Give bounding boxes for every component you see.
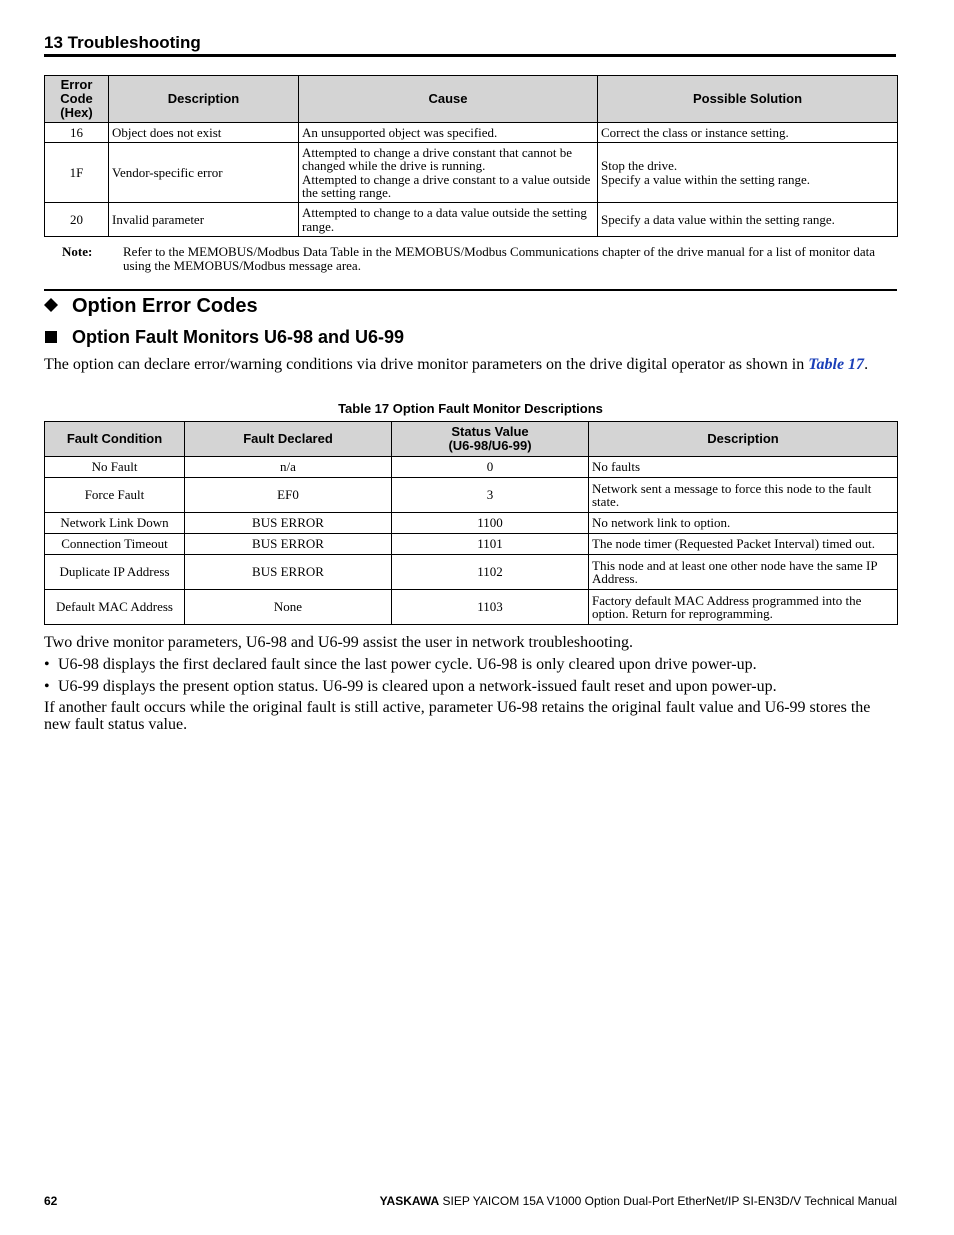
note-text: Refer to the MEMOBUS/Modbus Data Table in the MEMOBUS/Modbus Communications chapter of the drive manual for a list of monitor data using the MEMOBUS/Modbus message area. (123, 244, 876, 273)
col-header-cause: Cause (299, 76, 598, 123)
fault-condition-cell: Duplicate IP Address (45, 555, 185, 590)
description-cell: Vendor-specific error (109, 143, 299, 203)
fault-declared-cell: BUS ERROR (185, 513, 392, 534)
fault-condition-cell: Network Link Down (45, 513, 185, 534)
col-header-description: Description (589, 422, 898, 457)
fault-condition-cell: Connection Timeout (45, 534, 185, 555)
description-cell: Object does not exist (109, 123, 299, 143)
status-value-cell: 1102 (392, 555, 589, 590)
cause-cell: Attempted to change a drive constant that cannot be changed while the drive is running. Attempted to change a drive constant to a value outside the setting range. (299, 143, 598, 203)
section-title: Option Error Codes (72, 295, 258, 317)
page-number: 62 (44, 1194, 58, 1208)
table-17-link[interactable]: Table 17 (808, 356, 865, 373)
table-row (45, 555, 898, 590)
status-value-cell: 1103 (392, 590, 589, 625)
note-label: Note: (62, 244, 93, 259)
table-row (45, 478, 898, 513)
error-code-cell: 1F (45, 143, 109, 203)
error-code-cell: 20 (45, 203, 109, 237)
subsection-title: Option Fault Monitors U6-98 and U6-99 (72, 327, 405, 347)
diamond-bullet-icon (44, 298, 58, 312)
bullet-dot: • (44, 678, 50, 695)
error-code-cell: 16 (45, 123, 109, 143)
table-row (45, 534, 898, 555)
description-cell: No faults (589, 457, 898, 478)
fault-declared-cell: n/a (185, 457, 392, 478)
table-row (45, 203, 898, 237)
cause-cell: An unsupported object was specified. (299, 123, 598, 143)
description-cell: No network link to option. (589, 513, 898, 534)
status-value-cell: 0 (392, 457, 589, 478)
brand-name: YASKAWA (379, 1194, 440, 1208)
description-cell: Factory default MAC Address programmed into the option. Return for reprogramming. (589, 590, 898, 625)
fault-condition-cell: Force Fault (45, 478, 185, 513)
chapter-title: 13 Troubleshooting (44, 33, 201, 52)
intro-end: . (864, 356, 869, 373)
status-value-cell: 1101 (392, 534, 589, 555)
intro-paragraph (44, 356, 897, 373)
solution-cell: Correct the class or instance setting. (598, 123, 898, 143)
table-row (45, 123, 898, 143)
table-row (45, 143, 898, 203)
col-header-description: Description (109, 76, 299, 123)
col-header-fault-declared: Fault Declared (185, 422, 392, 457)
footer-doc-info (380, 1193, 897, 1209)
col-header-fault-condition: Fault Condition (45, 422, 185, 457)
table-caption: Table 17 Option Fault Monitor Descriptions (338, 401, 603, 416)
paragraph-2: If another fault occurs while the original fault is still active, parameter U6-98 retains the original fault value and U6-99 stores the new fault status value. (44, 699, 871, 733)
section-rule (44, 289, 897, 291)
fault-declared-cell: BUS ERROR (185, 534, 392, 555)
intro-text: The option can declare error/warning conditions via drive monitor parameters on the drive digital operator as shown in (44, 356, 809, 373)
bullet-dot: • (44, 656, 50, 673)
document-title: SIEP YAICOM 15A V1000 Option Dual-Port EtherNet/IP SI-EN3D/V Technical Manual (439, 1194, 897, 1208)
table-row (45, 590, 898, 625)
col-header-status-value: Status Value (U6-98/U6-99) (392, 422, 589, 457)
status-value-cell: 1100 (392, 513, 589, 534)
error-code-table (44, 75, 898, 237)
fault-declared-cell: BUS ERROR (185, 555, 392, 590)
description-cell: Network sent a message to force this node to the fault state. (589, 478, 898, 513)
status-value-cell: 3 (392, 478, 589, 513)
table-row (45, 513, 898, 534)
bullet-text: U6-98 displays the first declared fault since the last power cycle. U6-98 is only cleared upon drive power-up. (58, 656, 757, 673)
description-cell: This node and at least one other node have the same IP Address. (589, 555, 898, 590)
fault-condition-cell: Default MAC Address (45, 590, 185, 625)
solution-cell: Stop the drive. Specify a value within the setting range. (598, 143, 898, 203)
solution-cell: Specify a data value within the setting range. (598, 203, 898, 237)
bullet-text: U6-99 displays the present option status. U6-99 is cleared upon a network-issued fault reset and upon power-up. (58, 678, 777, 695)
page-header (44, 33, 896, 53)
table-row (45, 457, 898, 478)
paragraph-1: Two drive monitor parameters, U6-98 and U6-99 assist the user in network troubleshooting. (44, 634, 633, 651)
cause-cell: Attempted to change to a data value outside the setting range. (299, 203, 598, 237)
page-footer (44, 1193, 897, 1209)
fault-condition-cell: No Fault (45, 457, 185, 478)
description-cell: Invalid parameter (109, 203, 299, 237)
fault-monitor-table (44, 421, 898, 625)
square-bullet-icon (45, 331, 57, 343)
col-header-possible-solution: Possible Solution (598, 76, 898, 123)
header-rule (44, 54, 896, 57)
description-cell: The node timer (Requested Packet Interval) timed out. (589, 534, 898, 555)
fault-declared-cell: None (185, 590, 392, 625)
fault-declared-cell: EF0 (185, 478, 392, 513)
col-header-error-code: Error Code (Hex) (45, 76, 109, 123)
